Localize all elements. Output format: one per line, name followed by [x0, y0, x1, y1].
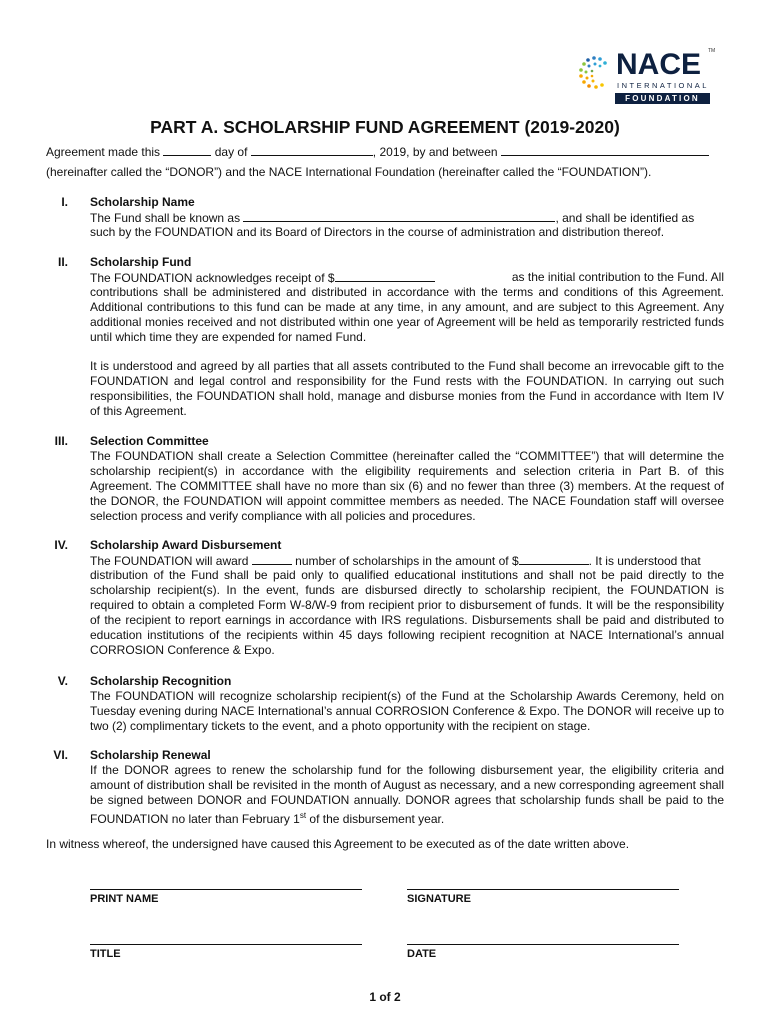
print-name-label: PRINT NAME — [90, 893, 159, 905]
witness-statement: In witness whereof, the undersigned have caused this Agreement to be executed as of the date written above. — [46, 837, 630, 851]
receipt-amount-blank[interactable] — [335, 270, 435, 282]
page-number: 1 of 2 — [369, 990, 401, 1004]
section-1-text-c: such by the FOUNDATION and its Board of Directors in the course of administration and distribution thereof. — [90, 225, 665, 239]
donor-blank[interactable] — [501, 144, 709, 156]
section-number: IV. — [54, 538, 68, 552]
logo-word: NACE — [616, 48, 702, 81]
section-4-text-b: number of scholarships in the amount of $ — [295, 554, 519, 568]
section-heading: Scholarship Recognition — [90, 674, 232, 688]
fund-name-blank[interactable] — [243, 210, 555, 222]
section-number: I. — [61, 195, 68, 209]
globe-dots-icon — [574, 52, 614, 92]
section-heading: Scholarship Renewal — [90, 748, 211, 762]
section-6-text — [90, 763, 724, 827]
section-2-text-a: The FOUNDATION acknowledges receipt of $ — [90, 271, 335, 285]
section-2-line-1 — [90, 270, 435, 286]
trademark-mark: TM — [708, 48, 716, 54]
intro-text-1: Agreement made this — [46, 145, 161, 159]
section-6-tail: of the disbursement year. — [306, 812, 445, 826]
section-4-line-1 — [90, 553, 701, 569]
section-3-text: The FOUNDATION shall create a Selection Committee (hereinafter called the “COMMITTEE”) that will determine the scholarship recipient(s) in accordance with the eligibility requirements and selection criteria in Part B. of this Agreement. The COMMITTEE shall have no more than six (6) and no fewer than three (3) members. At the request of the DONOR, the FOUNDATION will appoint committee members as needed. The NACE Foundation staff will oversee selection process and verify compliance with all policies and procedures. — [90, 449, 724, 523]
section-number: V. — [57, 674, 68, 688]
section-1-line-1 — [90, 210, 724, 226]
intro-line-1 — [46, 144, 709, 160]
section-2-text-c: contributions shall be administered and distributed in accordance with the terms and conditions of this Agreement. Additional contributions to this fund can be made at any time, in any amount, and are subject to this Agreement. Any additional monies received and not distributed within one year of Agreement will be held as temporarily restricted funds until which time they are expended for named Fund. — [90, 285, 724, 344]
section-heading: Scholarship Fund — [90, 255, 192, 269]
intro-text-2: day of — [214, 145, 248, 159]
month-blank[interactable] — [251, 144, 373, 156]
section-4-text-c: . It is understood that — [588, 554, 701, 568]
section-1-text-a: The Fund shall be known as — [90, 211, 241, 225]
logo-foundation: FOUNDATION — [615, 93, 710, 104]
section-4-text-a: The FOUNDATION will award — [90, 554, 249, 568]
section-6-body: If the DONOR agrees to renew the scholarship fund for the following disbursement year, the eligibility criteria and amount of distribution shall be revisited in the month of August as necessary, and a new corresponding agreement shall be signed between DONOR and FOUNDATION annually. DONOR agrees that scholarship funds shall be paid to the FOUNDATION no later than February 1 — [90, 763, 724, 826]
section-number: II. — [57, 255, 68, 269]
section-number: III. — [54, 434, 68, 448]
print-name-line[interactable] — [90, 889, 362, 890]
intro-text-3: , 2019, by and between — [372, 145, 498, 159]
date-label: DATE — [407, 948, 437, 960]
section-heading: Scholarship Award Disbursement — [90, 538, 282, 552]
nace-foundation-logo — [574, 48, 714, 108]
day-blank[interactable] — [163, 144, 211, 156]
date-line[interactable] — [407, 944, 679, 945]
logo-international: INTERNATIONAL — [617, 81, 709, 90]
section-2-text-b: as the initial contribution to the Fund. All — [511, 270, 724, 284]
section-1-text-b: , and shall be identified as — [555, 211, 695, 225]
scholarship-amount-blank[interactable] — [519, 553, 589, 565]
ordinal-suffix: st — [299, 811, 307, 820]
section-heading: Selection Committee — [90, 434, 209, 448]
title-label: TITLE — [90, 948, 121, 960]
section-heading: Scholarship Name — [90, 195, 195, 209]
section-number: VI. — [53, 748, 68, 762]
section-4-text-d: distribution of the Fund shall be paid only to qualified educational institutions and shall not be paid directly to the scholarship recipient(s). In the event, funds are disbursed directly to scholarship recipient, the FOUNDATION is required to obtain a completed Form W-8/W-9 from recipient prior to disbursement of funds. It will be the responsibility of the recipient to report earnings in accordance with IRS regulations. Disbursements shall be paid and distributed to education institutions of the recipients within 45 days following recipient recognition at NACE International’s annual CORROSION Conference & Expo. — [90, 568, 724, 657]
title-line[interactable] — [90, 944, 362, 945]
section-5-text: The FOUNDATION will recognize scholarship recipient(s) of the Fund at the Scholarship Awards Ceremony, held on Tuesday evening during NACE International’s annual CORROSION Conference & Expo. The DONOR will receive up to two (2) complimentary tickets to the event, and a photo opportunity with the recipient on stage. — [90, 689, 724, 733]
scholarship-count-blank[interactable] — [252, 553, 292, 565]
intro-line-2: (hereinafter called the “DONOR”) and the NACE International Foundation (hereinafter called the “FOUNDATION”). — [46, 165, 652, 179]
signature-line[interactable] — [407, 889, 679, 890]
signature-label: SIGNATURE — [407, 893, 471, 905]
page-title: PART A. SCHOLARSHIP FUND AGREEMENT (2019-2020) — [150, 117, 620, 137]
section-2-text-d: It is understood and agreed by all parties that all assets contributed to the Fund shall become an irrevocable gift to the FOUNDATION and legal control and responsibility for the Fund rests with the FOUNDATION. In carrying out such responsibilities, the FOUNDATION shall hold, manage and disburse monies from the Fund in accordance with Item IV of this Agreement. — [90, 359, 724, 418]
